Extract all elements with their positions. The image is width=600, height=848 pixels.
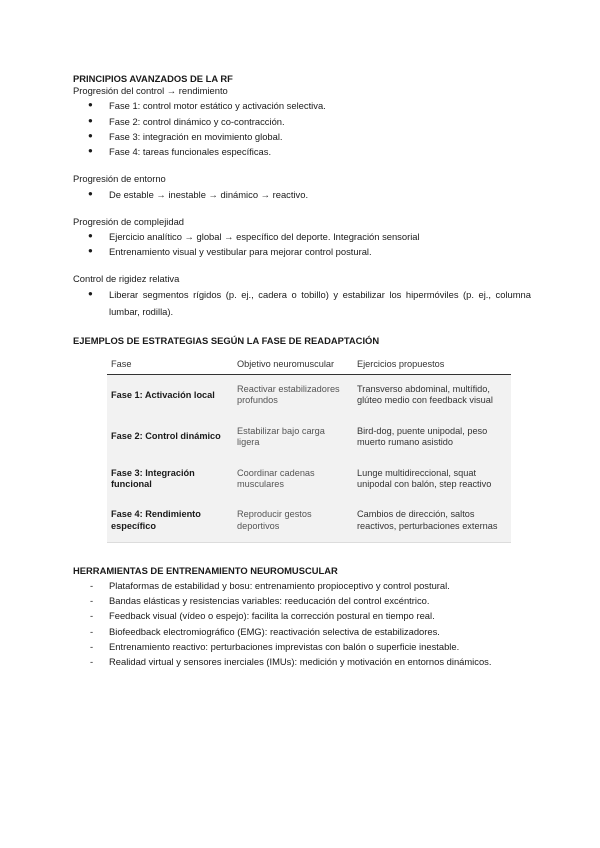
- table-cell-objetivo: Reproducir gestos deportivos: [237, 509, 312, 531]
- group-heading-complejidad: Progresión de complejidad: [73, 215, 185, 227]
- table-cell-fase: Fase 4: Rendimiento específico: [111, 509, 201, 531]
- table-cell-ejercicios: Lunge multidireccional, squat unipodal con balón, step reactivo: [357, 467, 492, 490]
- list-item: - Bandas elásticas y resistencias variables: reeducación del control excéntrico.: [73, 595, 533, 607]
- section-title-ejemplos: EJEMPLOS DE ESTRATEGIAS SEGÚN LA FASE DE READAPTACIÓN: [73, 335, 380, 347]
- group-heading-control: Progresión del control → rendimiento: [73, 85, 228, 97]
- table-cell-ejercicios: Cambios de dirección, saltos reactivos, perturbaciones externas: [357, 509, 498, 531]
- section-title-herramientas: HERRAMIENTAS DE ENTRENAMIENTO NEUROMUSCULAR: [73, 564, 338, 576]
- document-page: [73, 73, 533, 671]
- table-row: [107, 458, 511, 500]
- list-item: ● Fase 1: control motor estático y activación selectiva.: [73, 100, 533, 112]
- list-item: - Feedback visual (vídeo o espejo): facilita la corrección postural en tiempo real.: [73, 610, 533, 622]
- table-row: [107, 374, 511, 416]
- table-cell-fase: Fase 1: Activación local: [111, 389, 215, 400]
- bullet-list-rigidez: [73, 287, 533, 321]
- bullet-list-control: [73, 100, 533, 158]
- list-item: ● Liberar segmentos rígidos (p. ej., cadera o tobillo) y estabilizar los hipermóviles (p. ej., columna lumbar, rodilla).: [73, 287, 533, 321]
- bullet-list-complejidad: [73, 231, 533, 258]
- list-item: ● Entrenamiento visual y vestibular para mejorar control postural.: [73, 246, 533, 258]
- list-item: - Entrenamiento reactivo: perturbaciones imprevistas con balón o superficie inestable.: [73, 641, 533, 653]
- column-header-objetivo: Objetivo neuromuscular: [233, 356, 353, 374]
- table-cell-fase: Fase 3: Integración funcional: [111, 467, 195, 490]
- list-item: ● Fase 4: tareas funcionales específicas.: [73, 146, 533, 158]
- table-cell-ejercicios: Bird-dog, puente unipodal, peso muerto rumano asistido: [357, 425, 488, 448]
- table-row: [107, 416, 511, 458]
- table-row: [107, 500, 511, 542]
- list-item: ● Fase 2: control dinámico y co-contracción.: [73, 116, 533, 128]
- group-heading-entorno: Progresión de entorno: [73, 173, 166, 185]
- table-cell-objetivo: Coordinar cadenas musculares: [237, 467, 315, 490]
- list-item: ● Ejercicio analítico → global → específico del deporte. Integración sensorial: [73, 231, 533, 243]
- table-header-row: [107, 356, 511, 374]
- list-item: ● De estable → inestable → dinámico → reactivo.: [73, 189, 533, 201]
- group-heading-rigidez: Control de rigidez relativa: [73, 273, 180, 285]
- section-title-principios: PRINCIPIOS AVANZADOS DE LA RF: [73, 73, 233, 84]
- table-cell-objetivo: Estabilizar bajo carga ligera: [237, 425, 325, 448]
- column-header-fase: Fase: [107, 356, 233, 374]
- table-cell-objetivo: Reactivar estabilizadores profundos: [237, 383, 340, 406]
- dash-list-herramientas: [73, 580, 533, 668]
- list-item: - Realidad virtual y sensores inerciales (IMUs): medición y motivación en entornos dinámicos.: [73, 656, 533, 668]
- table-cell-ejercicios: Transverso abdominal, multífido, glúteo medio con feedback visual: [357, 383, 493, 406]
- strategies-table: [107, 356, 511, 543]
- list-item: - Biofeedback electromiográfico (EMG): reactivación selectiva de estabilizadores.: [73, 626, 533, 638]
- list-item: - Plataformas de estabilidad y bosu: entrenamiento propioceptivo y control postural.: [73, 580, 533, 592]
- bullet-list-entorno: [73, 189, 533, 201]
- column-header-ejercicios: Ejercicios propuestos: [353, 356, 511, 374]
- table-cell-fase: Fase 2: Control dinámico: [111, 431, 221, 442]
- list-item: ● Fase 3: integración en movimiento global.: [73, 131, 533, 143]
